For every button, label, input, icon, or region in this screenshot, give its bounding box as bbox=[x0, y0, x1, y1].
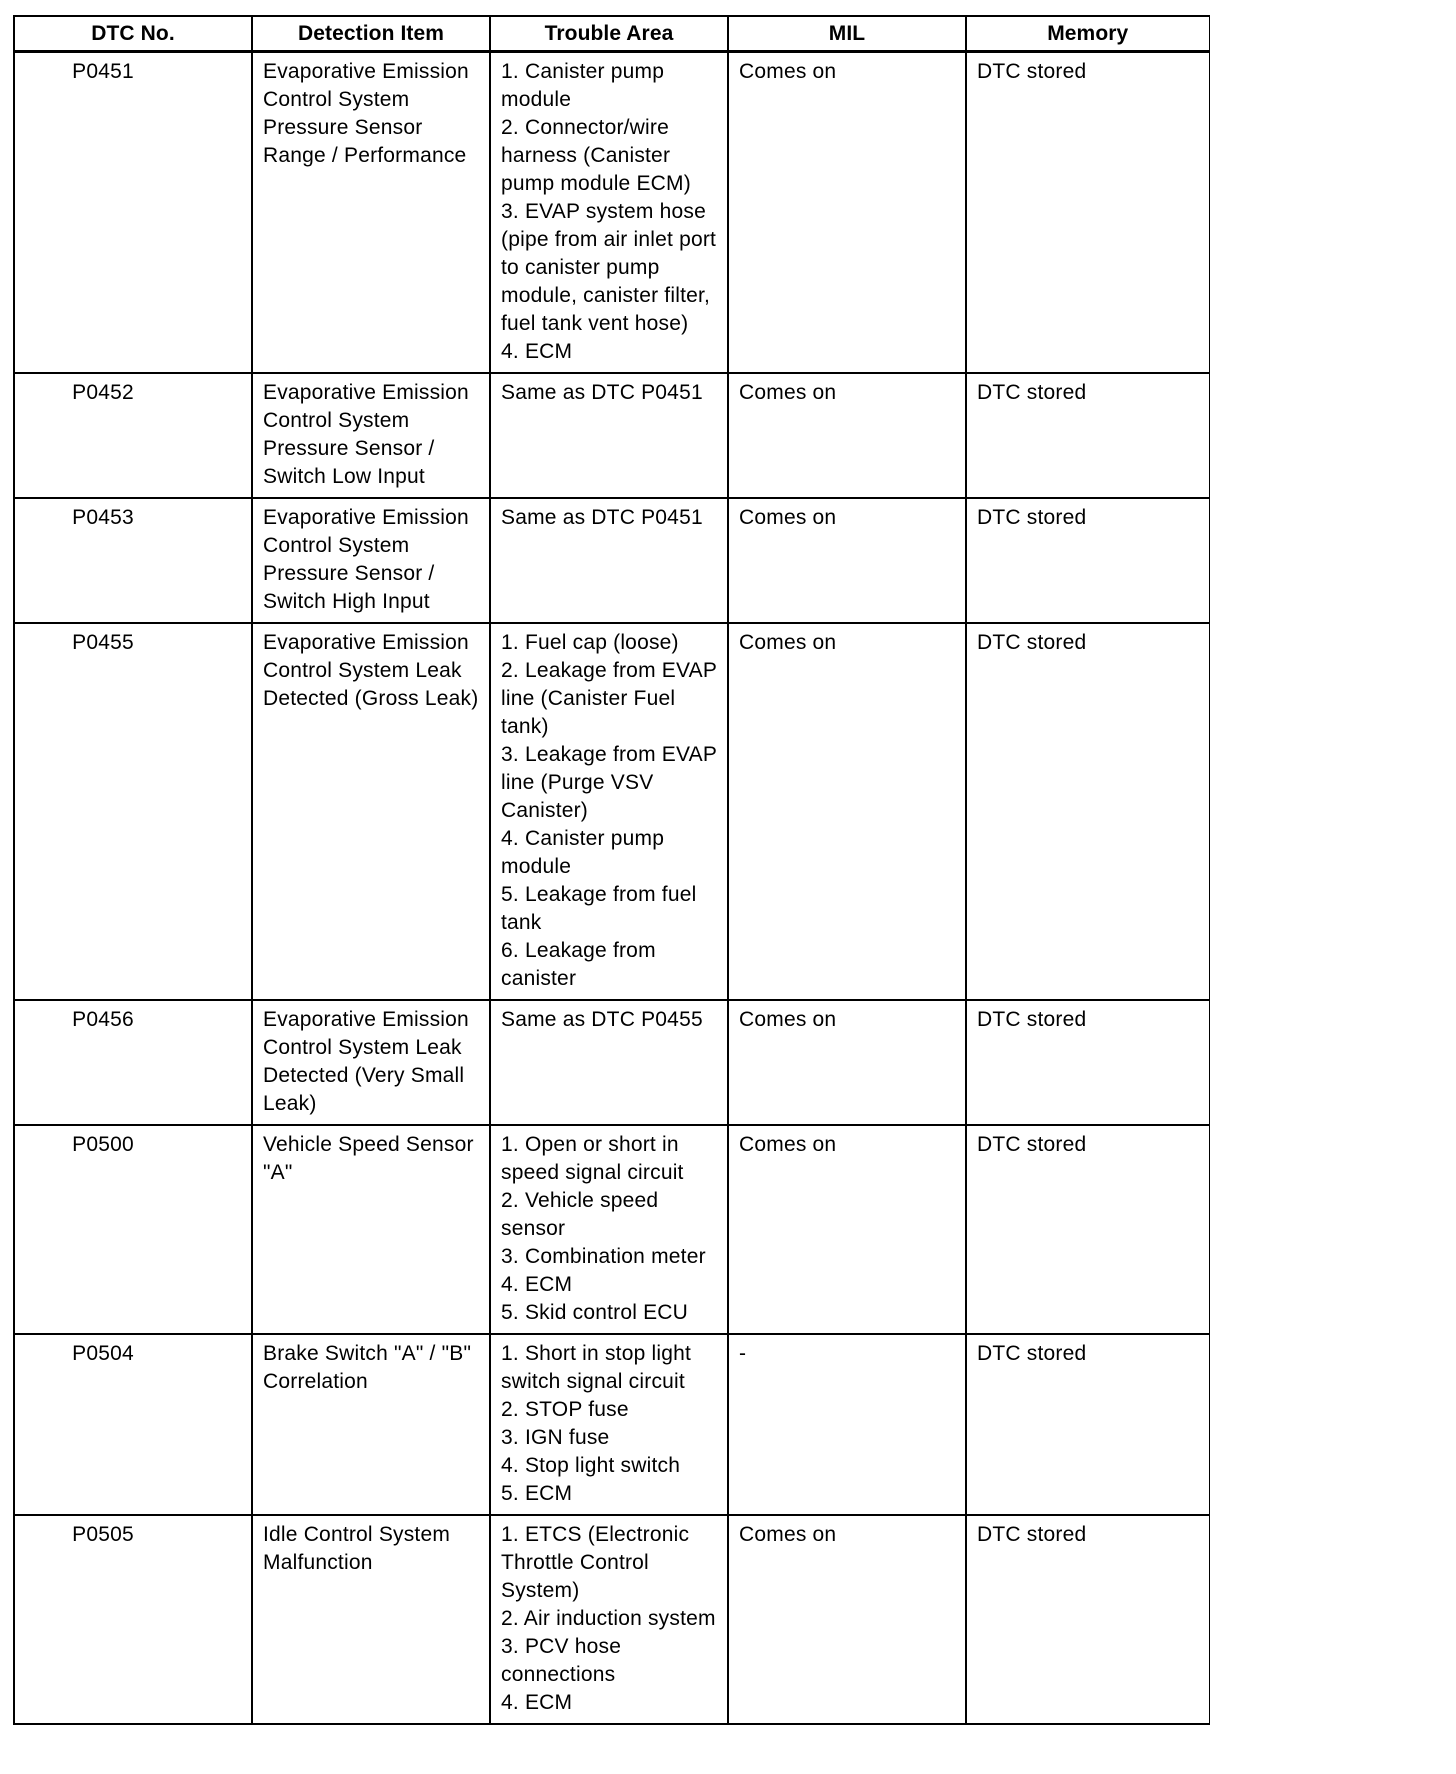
trouble-area-line: 3. EVAP system hose (pipe from air inlet port to canister pump module, canister filter, fuel tank vent hose) bbox=[501, 200, 717, 335]
header-mil: MIL bbox=[728, 16, 966, 52]
trouble-area-line: 3. IGN fuse bbox=[501, 1426, 610, 1449]
table-body bbox=[14, 52, 1209, 1725]
trouble-area-line: 2. Vehicle speed sensor bbox=[501, 1189, 659, 1240]
table-row bbox=[14, 498, 1209, 623]
memory-status: DTC stored bbox=[966, 623, 1209, 1000]
detection-item: Evaporative Emission Control System Pressure Sensor / Switch Low Input bbox=[252, 373, 490, 498]
memory-status: DTC stored bbox=[966, 52, 1209, 374]
trouble-area bbox=[490, 1000, 728, 1125]
memory-status: DTC stored bbox=[966, 1000, 1209, 1125]
trouble-area-line: 2. Leakage from EVAP line (Canister Fuel tank) bbox=[501, 659, 717, 738]
trouble-area bbox=[490, 1334, 728, 1515]
table-row bbox=[14, 1515, 1209, 1724]
mil-status: Comes on bbox=[728, 373, 966, 498]
trouble-area-line: 4. ECM bbox=[501, 340, 573, 363]
trouble-area-line: 4. Stop light switch bbox=[501, 1454, 681, 1477]
detection-item: Brake Switch "A" / "B" Correlation bbox=[252, 1334, 490, 1515]
trouble-area-line: 1. Short in stop light switch signal circuit bbox=[501, 1342, 692, 1393]
mil-status: Comes on bbox=[728, 1125, 966, 1334]
detection-item: Evaporative Emission Control System Leak Detected (Gross Leak) bbox=[252, 623, 490, 1000]
mil-status: Comes on bbox=[728, 623, 966, 1000]
dtc-code: P0452 bbox=[14, 373, 252, 498]
trouble-area-line: 5. ECM bbox=[501, 1482, 573, 1505]
trouble-area-line: 2. Air induction system bbox=[501, 1607, 716, 1630]
memory-status: DTC stored bbox=[966, 1515, 1209, 1724]
table-row bbox=[14, 373, 1209, 498]
mil-status: Comes on bbox=[728, 1000, 966, 1125]
detection-item: Vehicle Speed Sensor "A" bbox=[252, 1125, 490, 1334]
dtc-code: P0453 bbox=[14, 498, 252, 623]
dtc-table bbox=[13, 15, 1210, 1725]
table-row bbox=[14, 52, 1209, 374]
memory-status: DTC stored bbox=[966, 1334, 1209, 1515]
header-row bbox=[14, 16, 1209, 52]
header-dtc-no: DTC No. bbox=[14, 16, 252, 52]
trouble-area-line: 5. Leakage from fuel tank bbox=[501, 883, 697, 934]
trouble-area-line: 4. ECM bbox=[501, 1273, 573, 1296]
trouble-area-line: 2. STOP fuse bbox=[501, 1398, 629, 1421]
header-trouble-area: Trouble Area bbox=[490, 16, 728, 52]
trouble-area bbox=[490, 498, 728, 623]
dtc-code: P0500 bbox=[14, 1125, 252, 1334]
memory-status: DTC stored bbox=[966, 498, 1209, 623]
header-memory: Memory bbox=[966, 16, 1209, 52]
trouble-area-line: 4. Canister pump module bbox=[501, 827, 665, 878]
trouble-area-line: 3. PCV hose connections bbox=[501, 1635, 622, 1686]
mil-status: - bbox=[728, 1334, 966, 1515]
detection-item: Idle Control System Malfunction bbox=[252, 1515, 490, 1724]
table-header bbox=[14, 16, 1209, 52]
mil-status: Comes on bbox=[728, 1515, 966, 1724]
trouble-area-line: Same as DTC P0455 bbox=[501, 1008, 703, 1031]
trouble-area-line: 1. ETCS (Electronic Throttle Control System) bbox=[501, 1523, 690, 1602]
trouble-area-line: 6. Leakage from canister bbox=[501, 939, 656, 990]
trouble-area-line: 1. Canister pump module bbox=[501, 60, 665, 111]
detection-item: Evaporative Emission Control System Pressure Sensor / Switch High Input bbox=[252, 498, 490, 623]
dtc-code: P0505 bbox=[14, 1515, 252, 1724]
detection-item: Evaporative Emission Control System Leak Detected (Very Small Leak) bbox=[252, 1000, 490, 1125]
dtc-code: P0451 bbox=[14, 52, 252, 374]
trouble-area-line: 2. Connector/wire harness (Canister pump module ECM) bbox=[501, 116, 691, 195]
trouble-area bbox=[490, 1515, 728, 1724]
dtc-code: P0504 bbox=[14, 1334, 252, 1515]
trouble-area bbox=[490, 623, 728, 1000]
trouble-area bbox=[490, 373, 728, 498]
trouble-area-line: 1. Open or short in speed signal circuit bbox=[501, 1133, 684, 1184]
detection-item: Evaporative Emission Control System Pressure Sensor Range / Performance bbox=[252, 52, 490, 374]
trouble-area-line: 4. ECM bbox=[501, 1691, 573, 1714]
trouble-area bbox=[490, 1125, 728, 1334]
trouble-area bbox=[490, 52, 728, 374]
header-detection-item: Detection Item bbox=[252, 16, 490, 52]
memory-status: DTC stored bbox=[966, 1125, 1209, 1334]
trouble-area-line: Same as DTC P0451 bbox=[501, 506, 703, 529]
trouble-area-line: Same as DTC P0451 bbox=[501, 381, 703, 404]
mil-status: Comes on bbox=[728, 498, 966, 623]
trouble-area-line: 1. Fuel cap (loose) bbox=[501, 631, 679, 654]
table-row bbox=[14, 1125, 1209, 1334]
mil-status: Comes on bbox=[728, 52, 966, 374]
trouble-area-line: 3. Combination meter bbox=[501, 1245, 706, 1268]
table-row bbox=[14, 1334, 1209, 1515]
table-row bbox=[14, 1000, 1209, 1125]
table-row bbox=[14, 623, 1209, 1000]
dtc-code: P0455 bbox=[14, 623, 252, 1000]
memory-status: DTC stored bbox=[966, 373, 1209, 498]
dtc-code: P0456 bbox=[14, 1000, 252, 1125]
trouble-area-line: 5. Skid control ECU bbox=[501, 1301, 689, 1324]
document-page bbox=[13, 15, 1208, 1725]
trouble-area-line: 3. Leakage from EVAP line (Purge VSV Canister) bbox=[501, 743, 717, 822]
